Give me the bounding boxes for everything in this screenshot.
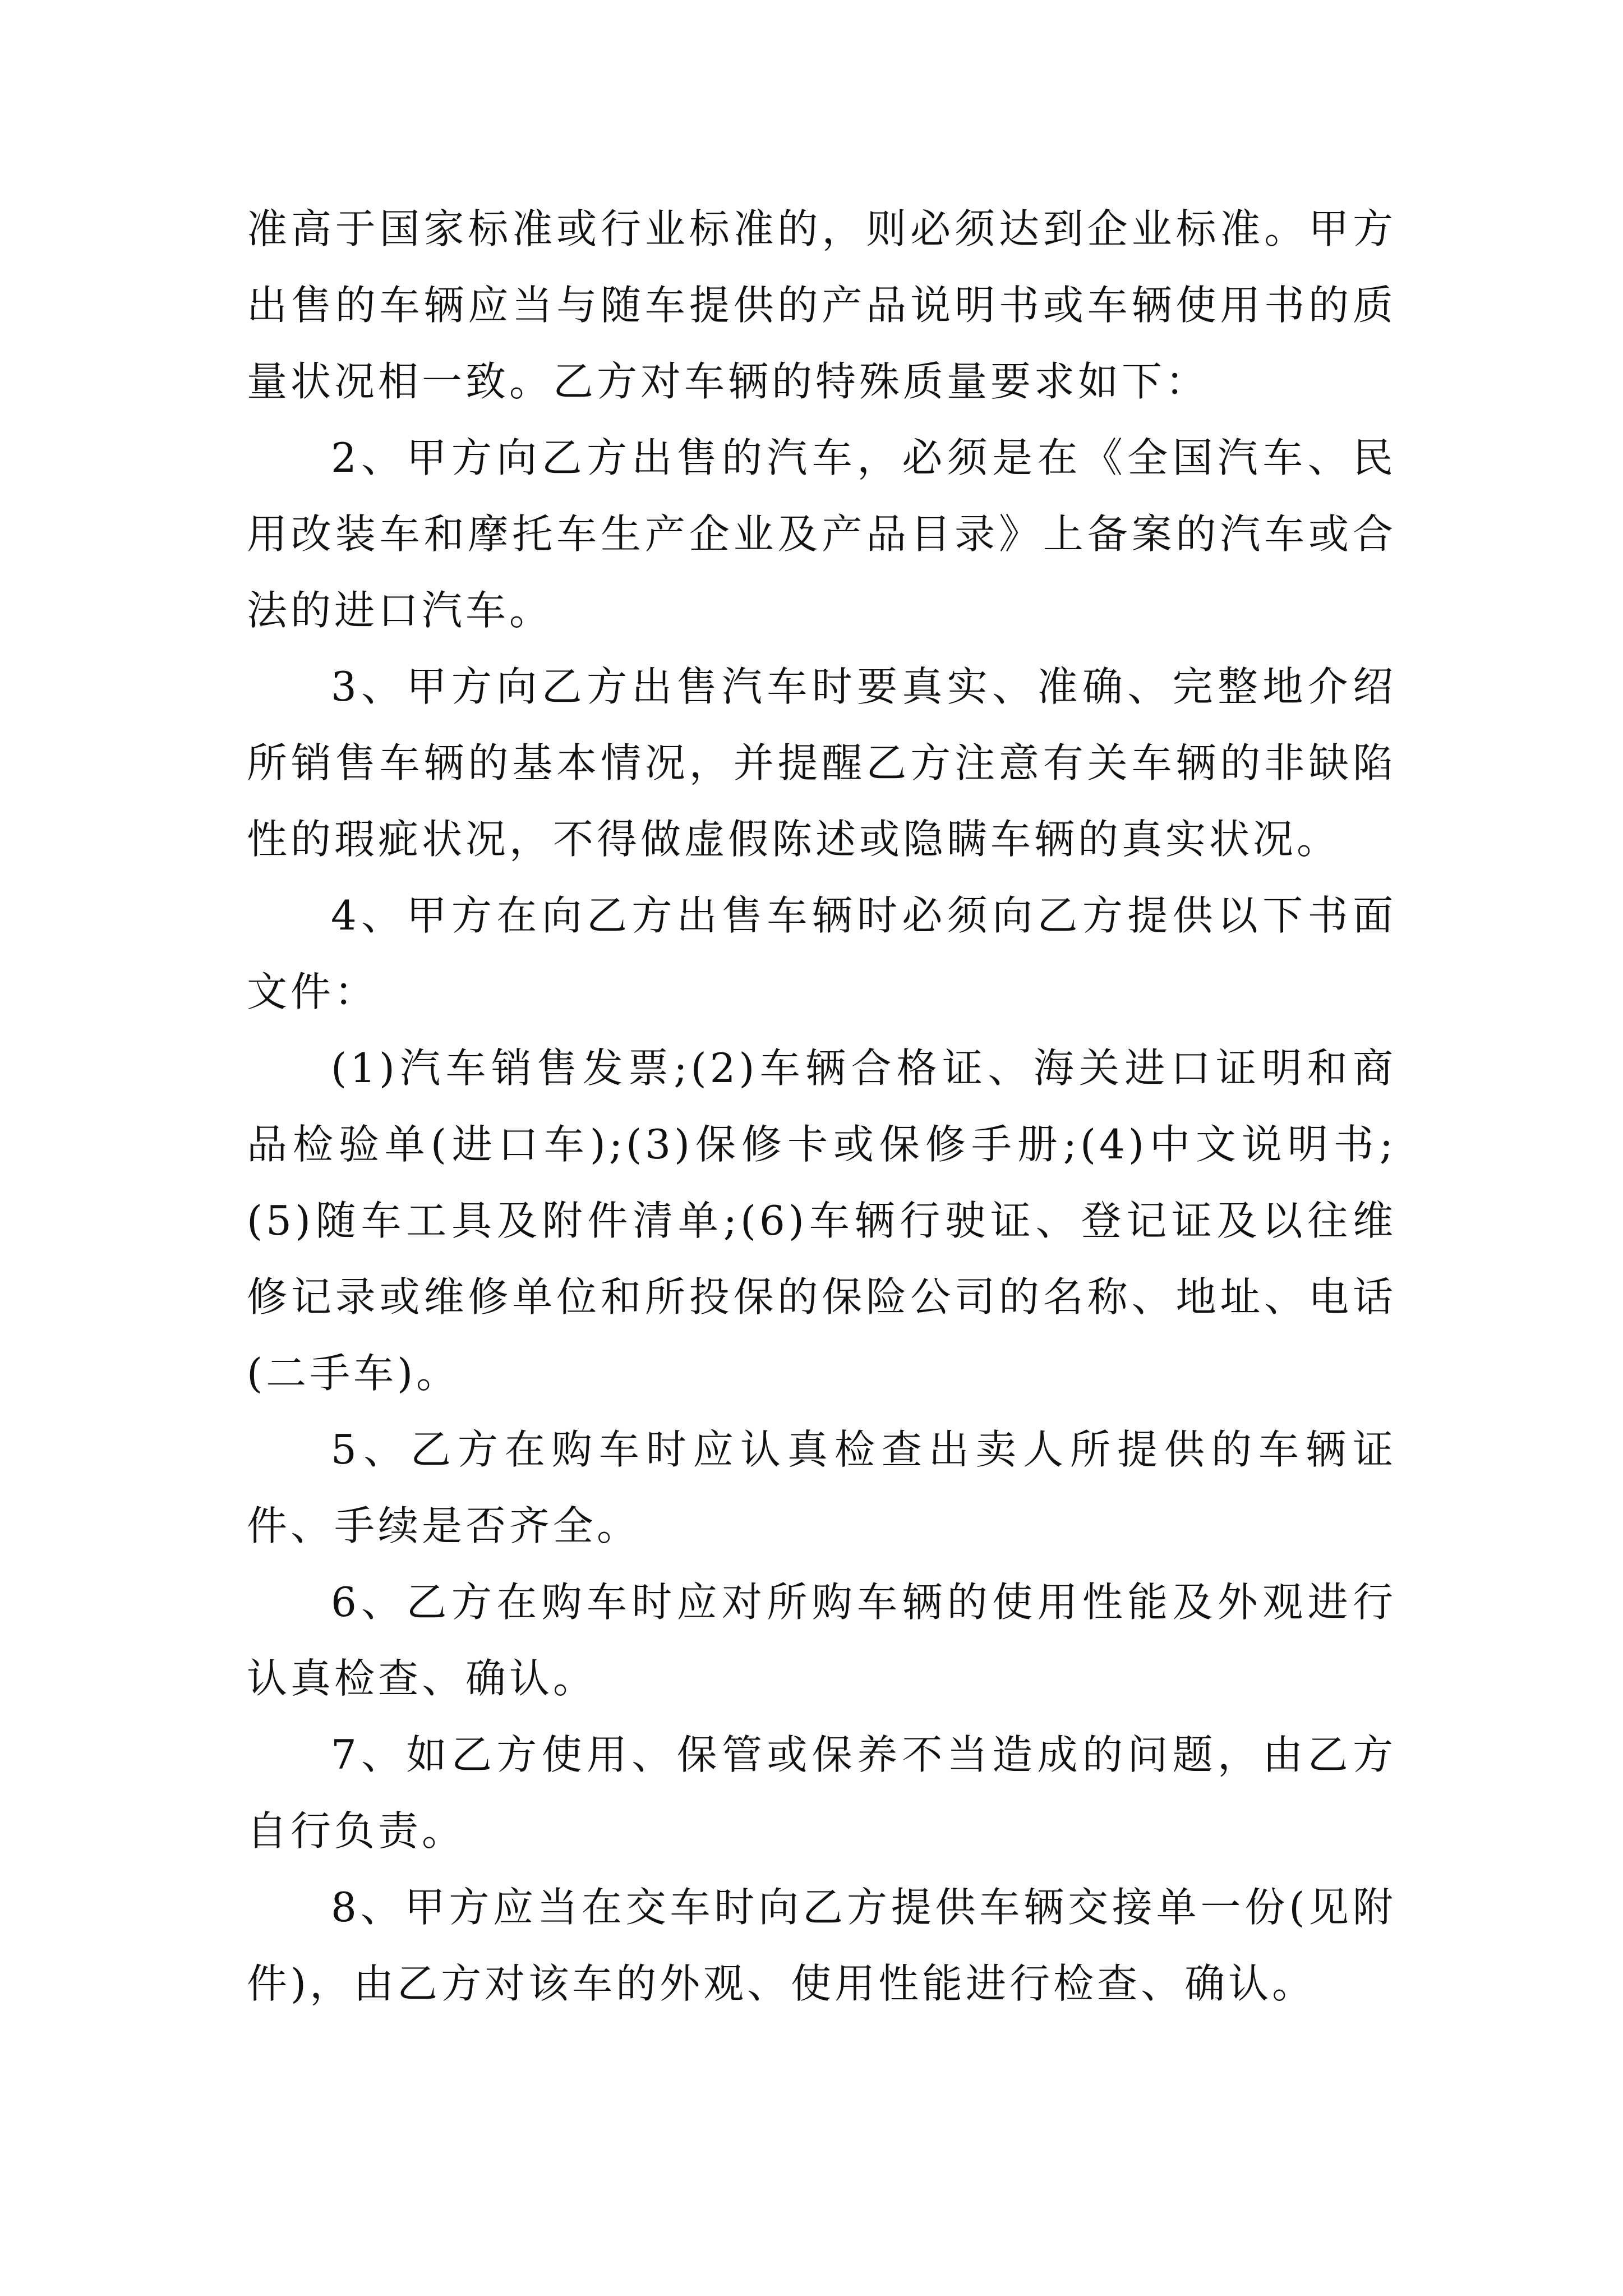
paragraph-continuation: 准高于国家标准或行业标准的，则必须达到企业标准。甲方出售的车辆应当与随车提供的产品说明书或车辆使用书的质量状况相一致。乙方对车辆的特殊质量要求如下：	[247, 205, 1396, 405]
paragraph-clause-3: 3、甲方向乙方出售汽车时要真实、准确、完整地介绍所销售车辆的基本情况，并提醒乙方注意有关车辆的非缺陷性的瑕疵状况，不得做虚假陈述或隐瞒车辆的真实状况。	[247, 663, 1396, 863]
paragraph-clause-2: 2、甲方向乙方出售的汽车，必须是在《全国汽车、民用改装车和摩托车生产企业及产品目录》上备案的汽车或合法的进口汽车。	[247, 434, 1396, 634]
paragraph-clause-8: 8、甲方应当在交车时向乙方提供车辆交接单一份(见附件)，由乙方对该车的外观、使用性能进行检查、确认。	[247, 1884, 1396, 2007]
paragraph-clause-4: 4、甲方在向乙方出售车辆时必须向乙方提供以下书面文件：	[247, 892, 1396, 1015]
paragraph-clause-4-list: (1)汽车销售发票;(2)车辆合格证、海关进口证明和商品检验单(进口车);(3)保修卡或保修手册;(4)中文说明书;(5)随车工具及附件清单;(6)车辆行驶证、登记证及以往维修记录或维修单位和所投保的保险公司的名称、地址、电话(二手车)。	[247, 1045, 1396, 1397]
paragraph-clause-7: 7、如乙方使用、保管或保养不当造成的问题，由乙方自行负责。	[247, 1731, 1396, 1855]
document-body	[247, 191, 1396, 2022]
paragraph-clause-5: 5、乙方在购车时应认真检查出卖人所提供的车辆证件、手续是否齐全。	[247, 1426, 1396, 1549]
paragraph-clause-6: 6、乙方在购车时应对所购车辆的使用性能及外观进行认真检查、确认。	[247, 1579, 1396, 1702]
